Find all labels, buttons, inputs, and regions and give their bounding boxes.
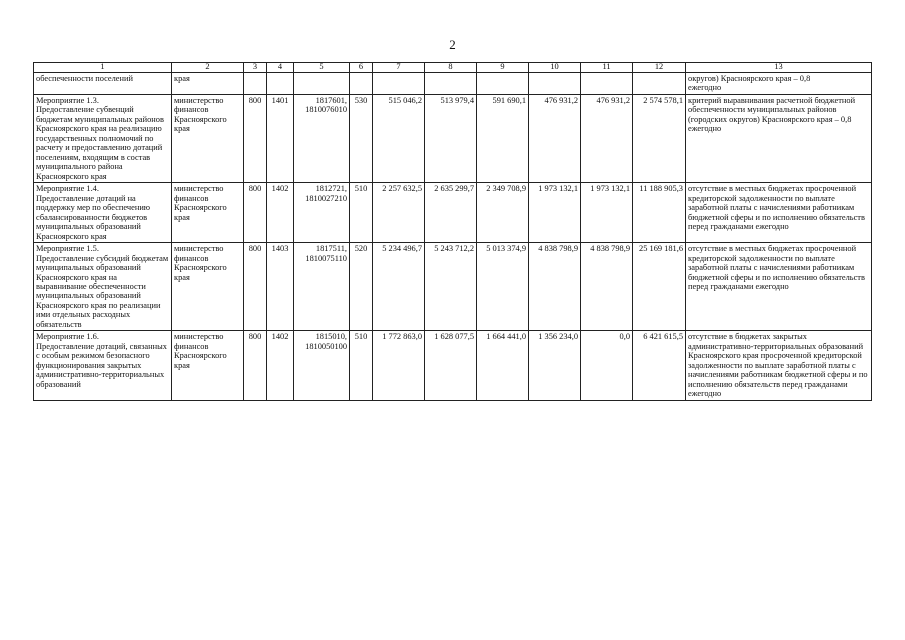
column-header: 10 (529, 63, 581, 73)
total-amount-cell: 6 421 615,5 (643, 332, 683, 342)
page-number: 2 (449, 37, 456, 52)
column-header: 3 (244, 63, 267, 73)
amount-cell: 2 635 299,7 (434, 184, 474, 194)
amount-cell: 2 257 632,5 (382, 184, 422, 194)
budget-table (33, 62, 872, 401)
column-header: 13 (686, 63, 872, 73)
grbs-code: 800 (248, 244, 262, 254)
column-header: 11 (581, 63, 633, 73)
amount-cell: 5 243 712,2 (434, 244, 474, 254)
expected-result: отсутствие в местных бюджетах просроченной кредиторской задолженности по выплате заработной платы с начислениями работникам бюджетной сферы и по исполнению обязательств перед гражданами ежегодно (688, 244, 865, 291)
section-code: 1402 (271, 332, 289, 342)
amount-cell: 5 234 496,7 (382, 244, 422, 254)
section-code: 1401 (271, 95, 289, 105)
column-header: 2 (172, 63, 244, 73)
amount-cell: 4 838 798,9 (538, 244, 578, 254)
measure-description: Мероприятие 1.4. Предоставление дотаций на поддержку мер по обеспечению сбалансированности бюджетов муниципальных образований Красноярского края (36, 184, 151, 241)
amount-cell: 1 664 441,0 (486, 332, 526, 342)
target-article-code: 1817511, 1810075110 (305, 244, 347, 263)
amount-cell: 1 628 077,5 (434, 332, 474, 342)
responsible-executor: министерство финансов Красноярского края (174, 184, 227, 222)
expected-result: округов) Красноярского края – 0,8 ежегодно (688, 73, 811, 93)
amount-cell: 1 973 132,1 (590, 184, 630, 194)
expected-result: отсутствие в местных бюджетах просроченной кредиторской задолженности по выплате заработной платы с начислениями работникам бюджетной сферы и по исполнению обязательств перед гражданами ежегодно (688, 184, 865, 232)
measure-description: Мероприятие 1.3. Предоставление субвенций бюджетам муниципальных районов Красноярского края на реализацию государственных полномочий по расчету и предоставлению дотаций поселениям, входящим в состав муниципального района Красноярского края (36, 95, 164, 181)
total-amount-cell: 25 169 181,6 (639, 244, 683, 254)
column-header: 9 (477, 63, 529, 73)
column-header: 12 (633, 63, 686, 73)
responsible-executor: министерство финансов Красноярского края (174, 332, 227, 370)
amount-cell: 1 356 234,0 (538, 332, 578, 342)
amount-cell: 0,0 (619, 332, 630, 342)
amount-cell: 4 838 798,9 (590, 244, 630, 254)
column-header: 4 (267, 63, 294, 73)
expected-result: критерий выравнивания расчетной бюджетной обеспеченности муниципальных районов (городских округов) Красноярского края – 0,8 ежегодно (688, 95, 856, 134)
grbs-code: 800 (248, 95, 262, 105)
amount-cell: 476 931,2 (596, 95, 630, 105)
column-header: 7 (373, 63, 425, 73)
amount-cell: 591 690,1 (492, 95, 526, 105)
expense-type-code: 510 (354, 332, 368, 342)
amount-cell: 515 046,2 (388, 95, 422, 105)
table-row (34, 94, 872, 182)
amount-cell: 2 349 708,9 (486, 184, 526, 194)
expected-result: отсутствие в бюджетах закрытых административно-территориальных образований Красноярского края просроченной кредиторской задолженности по выплате заработной платы с начислениями работникам бюджетной сферы и по исполнению обязательств перед гражданами ежегодно (688, 332, 868, 399)
responsible-executor: министерство финансов Красноярского края (174, 244, 227, 282)
section-code: 1402 (271, 184, 289, 194)
responsible-executor: края (174, 73, 190, 83)
total-amount-cell: 11 188 905,3 (639, 184, 683, 194)
measure-description: Мероприятие 1.6. Предоставление дотаций, связанных с особым режимом безопасного функционирования закрытых административно-территориальных образований (36, 332, 167, 389)
responsible-executor: министерство финансов Красноярского края (174, 95, 227, 134)
table-row (34, 183, 872, 243)
section-code: 1403 (271, 244, 289, 254)
grbs-code: 800 (248, 332, 262, 342)
table-row (34, 331, 872, 400)
target-article-code: 1812721, 1810027210 (305, 184, 347, 203)
expense-type-code: 520 (354, 244, 368, 254)
column-header: 6 (350, 63, 373, 73)
amount-cell: 1 973 132,1 (538, 184, 578, 194)
target-article-code: 1817601, 1810076010 (305, 95, 347, 115)
measure-description: обеспеченности поселений (36, 73, 133, 83)
column-header: 8 (425, 63, 477, 73)
column-header: 5 (294, 63, 350, 73)
column-header: 1 (34, 63, 172, 73)
grbs-code: 800 (248, 184, 262, 194)
expense-type-code: 510 (354, 184, 368, 194)
amount-cell: 1 772 863,0 (382, 332, 422, 342)
measure-description: Мероприятие 1.5. Предоставление субсидий бюджетам муниципальных образований Красноярского края на выравнивание обеспеченности муниципальных образований Красноярского края по реализации ими отдельных расходных обязательств (36, 244, 169, 329)
amount-cell: 5 013 374,9 (486, 244, 526, 254)
total-amount-cell: 2 574 578,1 (643, 95, 683, 105)
target-article-code: 1815010, 1810050100 (305, 332, 347, 351)
table-row (34, 72, 872, 94)
table-row (34, 243, 872, 331)
amount-cell: 513 979,4 (440, 95, 474, 105)
amount-cell: 476 931,2 (544, 95, 578, 105)
expense-type-code: 530 (354, 95, 368, 105)
header-row (34, 63, 872, 73)
